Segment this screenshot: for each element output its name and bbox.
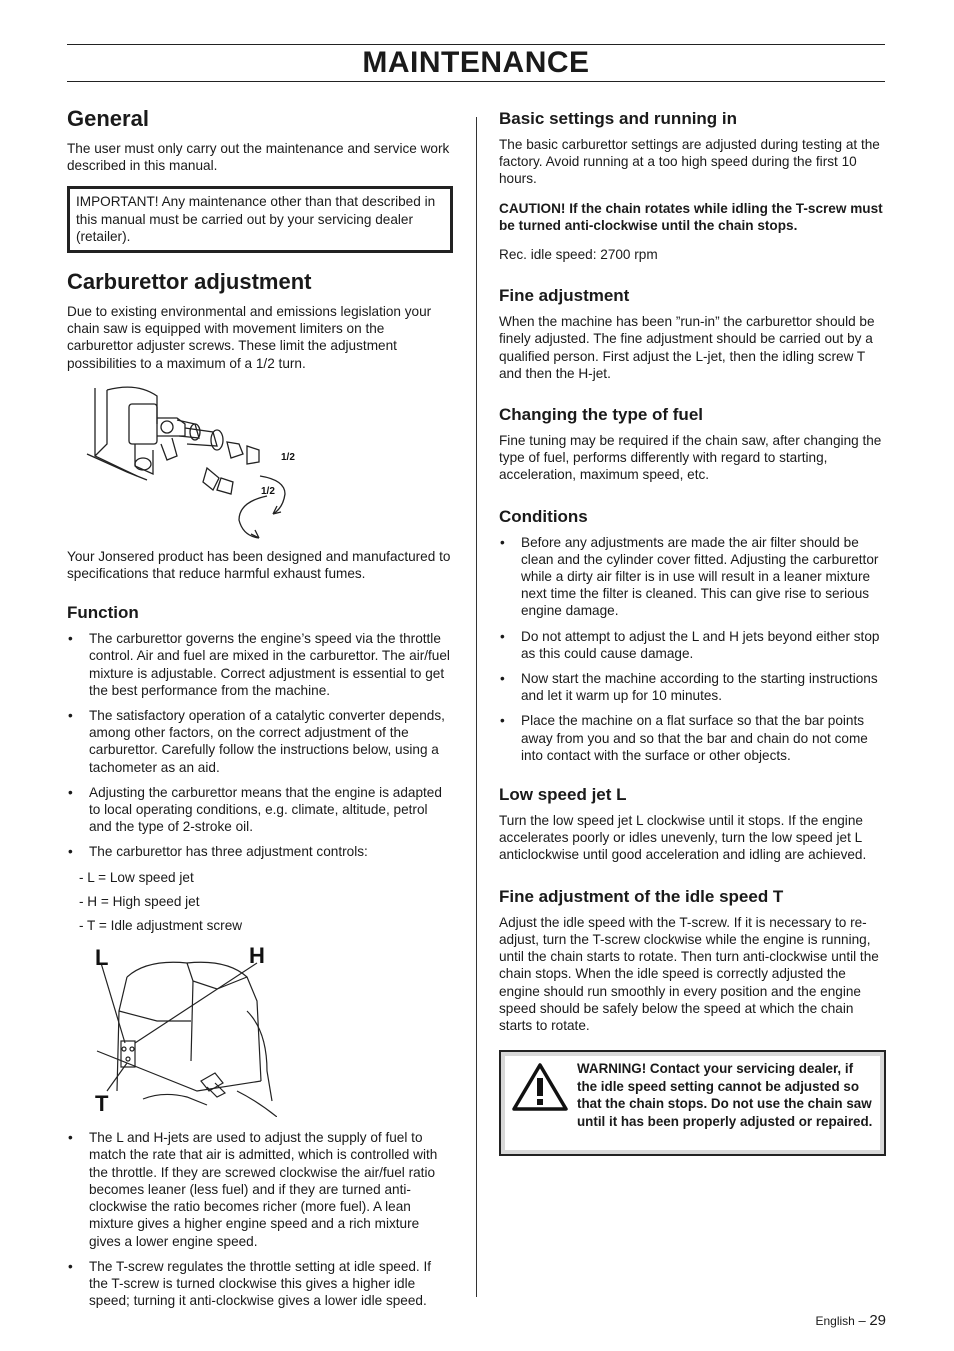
conditions-list	[499, 534, 886, 764]
general-text: The user must only carry out the maintenance and service work described in this manual.	[67, 141, 450, 174]
carburettor-heading: Carburettor adjustment	[67, 269, 312, 295]
half-turn-label-1: 1/2	[281, 451, 295, 463]
basic-heading: Basic settings and running in	[499, 109, 738, 128]
list-item: • Place the machine on a flat surface so that the bar points away from you and so that the bar and chain do not come into contact with the surface or other objects.	[499, 712, 886, 764]
fine-heading: Fine adjustment	[499, 286, 630, 306]
control-item: - H = High speed jet	[79, 893, 200, 909]
list-item: • The T-screw regulates the throttle setting at idle speed. If the T-screw is turned clockwise this gives a higher idle speed; turning it anti-clockwise gives a lower idle speed.	[67, 1258, 453, 1310]
warning-text: WARNING! Contact your servicing dealer, if the idle speed setting cannot be adjusted so that the chain stops. Do not use the chain saw until it has been properly adjusted or repaired.	[577, 1061, 873, 1129]
function-list	[67, 630, 453, 860]
carburettor-screws-illustration	[67, 384, 307, 540]
list-item: • Now start the machine according to the starting instructions and let it warm up for 10 minutes.	[499, 670, 886, 704]
conditions-heading: Conditions	[499, 506, 588, 526]
lht-figure	[67, 941, 453, 1117]
fuel-heading: Changing the type of fuel	[499, 405, 703, 425]
limiter-figure	[67, 384, 453, 540]
footer-separator: –	[854, 1313, 870, 1328]
warning-box	[499, 1050, 886, 1156]
control-item: - L = Low speed jet	[79, 869, 194, 885]
list-item: • Do not attempt to adjust the L and H jets beyond either stop as this could cause damage.	[499, 628, 886, 662]
idle-fine-heading: Fine adjustment of the idle speed T	[499, 886, 784, 906]
list-item: • The carburettor governs the engine’s speed via the throttle control. Air and fuel are mixed in the carburettor. The air/fuel mixture is adjustable. Correct adjustment is essential to get the best performance from the machine.	[67, 630, 453, 699]
page-number: 29	[869, 1312, 886, 1329]
lowjet-heading: Low speed jet L	[499, 785, 627, 805]
warning-triangle-icon	[511, 1062, 569, 1112]
right-column	[499, 100, 886, 1156]
lowjet-text: Turn the low speed jet L clockwise until it stops. If the engine accelerates poorly or idles unevenly, turn the low speed jet L anticlockwise until good acceleration and idling are achieved.	[499, 813, 867, 863]
fuel-text: Fine tuning may be required if the chain saw, after changing the type of fuel, performs differently with regard to starting, acceleration, maximum speed, etc.	[499, 433, 882, 483]
idle-speed-text: Rec. idle speed: 2700 rpm	[499, 247, 658, 263]
page-footer	[815, 1312, 886, 1329]
l-jet-label: L	[95, 945, 109, 971]
page-title: MAINTENANCE	[362, 46, 590, 79]
caution-text: CAUTION! If the chain rotates while idling the T-screw must be turned anti-clockwise until the chain stops.	[499, 200, 883, 233]
general-heading: General	[67, 106, 149, 131]
footer-language: English	[815, 1314, 855, 1328]
list-item: • The satisfactory operation of a catalytic converter depends, among other factors, on the correct adjustment of the carburettor. Carefully follow the instructions below, using a tachometer as an aid.	[67, 707, 453, 776]
h-jet-label: H	[249, 943, 265, 969]
jonsered-text: Your Jonsered product has been designed and manufactured to specifications that reduce harmful exhaust fumes.	[67, 548, 451, 582]
left-column	[67, 100, 453, 1317]
list-item: • Adjusting the carburettor means that the engine is adapted to local operating conditions, e.g. climate, altitude, petrol and the type of 2-stroke oil.	[67, 784, 453, 836]
half-turn-label-2: 1/2	[261, 485, 275, 497]
saw-jets-illustration	[67, 941, 277, 1117]
controls-list	[67, 869, 453, 935]
function-heading: Function	[67, 603, 139, 623]
fine-text: When the machine has been ”run-in” the carburettor should be finely adjusted. The fine adjustment should be carried out by a qualified person. First adjust the L-jet, then the idling screw T and then the H-jet.	[499, 314, 875, 381]
page-header	[67, 44, 885, 82]
basic-text: The basic carburettor settings are adjusted during testing at the factory. Avoid running at a too high speed during the first 10 hours.	[499, 137, 880, 187]
list-item: • The carburettor has three adjustment controls:	[67, 843, 453, 860]
column-divider	[476, 117, 477, 1297]
list-item: • The L and H-jets are used to adjust the supply of fuel to match the rate that air is admitted, which is controlled with the throttle. If they are screwed clockwise the air/fuel ratio becomes leaner (less fuel) and if they are turned anti-clockwise the ratio becomes richer (more fuel). A lean mixture gives a higher engine speed and a rich mixture gives a lower engine speed.	[67, 1129, 453, 1249]
function-list-2	[67, 1129, 453, 1309]
carburettor-text: Due to existing environmental and emissions legislation your chain saw is equipped with movement limiters on the carburettor adjuster screws. These limit the adjustment possibilities to a maximum of a 1/2 turn.	[67, 304, 432, 371]
idle-fine-text: Adjust the idle speed with the T-screw. If it is necessary to re-adjust, turn the T-screw clockwise while the engine is running, until the chain starts to rotate. Then turn anti-clockwise until the chain stops. When the idle speed is correctly adjusted the engine should run smoothly in every position and the engine speed should be safely below the speed at which the chain starts to rotate.	[499, 914, 879, 1033]
list-item: • Before any adjustments are made the air filter should be clean and the cylinder cover fitted. Adjusting the carburettor while a dirty air filter is in use will result in a leaner mixture next time the filter is cleaned. This can give rise to serious engine damage.	[499, 534, 886, 620]
important-box: IMPORTANT! Any maintenance other than that described in this manual must be carried out by your servicing dealer (retailer).	[67, 186, 453, 253]
control-item: - T = Idle adjustment screw	[79, 918, 243, 934]
t-screw-label: T	[95, 1091, 109, 1117]
